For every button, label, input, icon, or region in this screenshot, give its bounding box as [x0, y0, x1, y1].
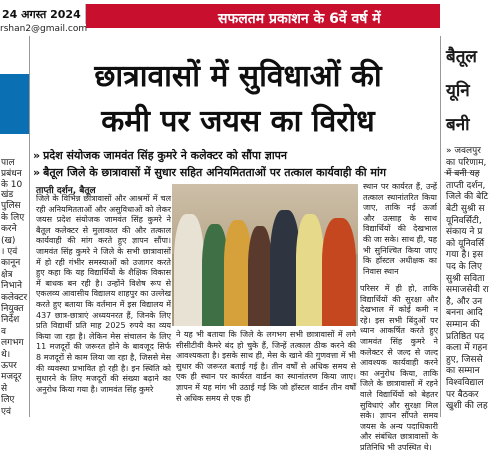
right-column-text-line: सम्मान की: [446, 320, 480, 330]
left-column-blue-panel: [0, 74, 29, 134]
right-column-text-line: ताप्ती दर्शन,: [446, 180, 486, 191]
dateline: ताप्ती दर्शन, बैतूल: [36, 186, 96, 196]
left-column-text-line: निर्देश: [1, 315, 20, 326]
left-column-text-line: खंड: [1, 190, 14, 200]
right-column-text-line: कला में गहन: [446, 343, 488, 354]
subhead-1: [33, 148, 287, 163]
person-figure: [296, 214, 324, 326]
right-column-text-line: पर बैठकर: [446, 389, 479, 400]
right-column-text-line: सुश्री सविता: [446, 273, 485, 284]
left-column-text-line: व: [1, 326, 7, 337]
person-figure: [174, 214, 204, 326]
left-column-text-line: पुलिस: [1, 201, 21, 212]
masthead-date-box: [0, 4, 86, 24]
left-column-text-line: के 10: [1, 179, 23, 190]
subhead-2: [33, 165, 386, 180]
masthead-banner-text: सफलतम प्रकाशन के 6वें वर्ष में: [218, 11, 381, 27]
right-column-text-line: हुए, जिससे: [446, 354, 483, 365]
left-column-text-line: से: [1, 383, 8, 394]
left-column-text-line: करने: [1, 224, 17, 235]
right-column-text-line: संकाय ने प्र: [446, 227, 483, 238]
right-column-text-line: है, और उन: [446, 296, 483, 307]
article-column-1: जिले के विभिन्न छात्रावासों और आश्रमों में चल रही अनियमितताओं और असुविधाओं को लेकर जयस प्रदेश संयोजक जामवंत सिंह कुमरे ने बैतूल कलेक्टर से मुलाकात की और तत्काल कार्यवाही की मांग करते हुए ज्ञापन सौंपा। जामवंत सिंह कुमरे ने जिले के सभी छात्रावासों में हो रही गंभीर समस्याओं को उजागर करते हुए कहा कि यह विद्यार्थियों के शैक्षिक विकास में बाधक बन रही है। उन्होंने विशेष रूप से एकलव्य आवासीय विद्यालय शाहपुर का उल्लेख करते हुए बताया कि वर्तमान में इस विद्यालय में 437 छात्र-छात्राएं अध्ययनरत हैं, जिनके लिए प्रति विद्यार्थी प्रति माह 2025 रुपये का व्यय किया जा रहा है। लेकिन मेस संचालन के लिए 11 मजदूरों की जरूरत होने के बावजूद सिर्फ 8 मजदूरों से काम लिया जा रहा है, जिससे मेस की व्यवस्था प्रभावित हो रही है। इन स्थिति को सुधारने के लिए मजदूरों की संख्या बढ़ाने का अनुरोध किया गया है। जामवंत सिंह कुमरे: [36, 194, 171, 394]
right-column-text-line: गया है। इस: [446, 250, 484, 261]
right-column-headline-line: बनी: [446, 115, 470, 135]
headline-line-2: कमी पर जयस का विरोध: [101, 104, 375, 139]
left-column-text-line: । एवं: [1, 247, 18, 257]
article-column-3: स्थान पर कार्यरत हैं, उन्हें तत्काल स्थानांतरित किया जाए, ताकि नई ऊर्जा और उत्साह के साथ विद्यार्थियों की देखभाल की जा सके। साथ ही, यह भी सुनिश्चित किया जाए कि हॉस्टल अधीक्षक का निवास स्थान: [363, 182, 437, 276]
left-column-text-line: कलेक्टर: [1, 292, 28, 303]
right-column-text-line: का सम्मान: [446, 366, 480, 377]
right-column-text-line: » जवलपुर: [446, 146, 481, 156]
masthead-date: 24 अगस्त 2024: [2, 8, 81, 21]
left-column-text-line: नियुक्त: [1, 304, 24, 314]
left-column-text-line: पाल: [1, 158, 15, 168]
left-column-text-line: (ख): [1, 235, 16, 246]
right-column-text-line: में बनी यह: [446, 169, 480, 180]
person-figure: [322, 218, 356, 326]
left-column-text-line: लगभग: [1, 338, 24, 349]
masthead: [0, 0, 479, 36]
left-column-text-line: मजदूर: [1, 372, 22, 383]
article-column-2: ने यह भी बताया कि जिले के लगभग सभी छात्रावासों में लगे सीसीटीवी कैमरे बंद हो चुके हैं, जिन्हें तत्काल ठीक करने की आवश्यकता है। इसके साथ ही, मेस के खाने की गुणवत्ता में भी सुधार की जरूरत बताई गई है। तीन वर्षों से अधिक समय से एक ही स्थान पर कार्यरत वार्डन का स्थानांतरण किया जाए। ज्ञापन में यह मांग भी उठाई गई कि जो हॉस्टल वार्डन तीन वर्षों से अधिक समय से एक ही: [176, 330, 356, 403]
article-column-4: परिसर में ही हो, ताकि विद्यार्थियों की सुरक्षा और देखभाल में कोई कमी न रहे। इस सभी बिंदुओं पर ध्यान आकर्षित करते हुए जामवंत सिंह कुमरे ने कलेक्टर से जल्द से जल्द आवश्यक कार्यवाही करने का अनुरोध किया, ताकि जिले के छात्रावासों में रहने वाले विद्यार्थियों को बेहतर सुविधाएं और सुरक्षा मिल सके। ज्ञापन सौंपते समय जयस के अन्य पदाधिकारी और संबंधित छात्रावासों के प्रतिनिधि भी उपस्थित थे।: [360, 284, 438, 452]
left-column-text-line: के लिए: [1, 212, 25, 223]
person-figure: [248, 226, 272, 326]
right-column-headline-line: यूनि: [446, 81, 470, 101]
right-column-text-line: समाजसेवी रा: [446, 285, 489, 296]
subhead-2-text: बैतूल जिले के छात्रावासों में सुधार सहित अनियमितताओं पर तत्काल कार्यवाही की मांग: [43, 166, 387, 179]
left-column-fragment: [0, 36, 30, 417]
right-column-text-line: बेटी सुश्री स: [446, 204, 485, 214]
left-column-text-line: निभाने: [1, 281, 22, 292]
right-column-text-line: पद के लिए: [446, 262, 482, 272]
right-column-text-line: को यूनिवर्सि: [446, 238, 485, 249]
right-column-text-line: का परिणाम,: [446, 157, 487, 168]
left-column-text-line: थे।: [1, 349, 11, 360]
right-column-text-line: प्रतिष्ठित पद: [446, 331, 485, 342]
right-column-text-line: बनना आदि: [446, 308, 483, 319]
subhead-1-text: प्रदेश संयोजक जामवंत सिंह कुमरे ने कलेक्टर को सौंपा ज्ञापन: [43, 149, 288, 162]
left-column-text-line: लिए: [1, 395, 15, 406]
masthead-email: rshan2@gmail.com: [0, 24, 88, 34]
left-column-text-line: कानून: [1, 258, 21, 269]
masthead-banner: [86, 4, 440, 28]
right-column-text-line: यूनिवर्सिटी,: [446, 215, 482, 226]
left-column-text-line: ऊपर: [1, 361, 17, 371]
left-column-text-line: प्रबंधन: [1, 168, 22, 179]
headline-line-1: छात्रावासों में सुविधाओं की: [94, 59, 382, 94]
chevron-right-icon: »: [33, 149, 41, 162]
right-column-fragment: [440, 36, 489, 417]
left-column-text-line: एवं: [1, 406, 11, 417]
chevron-right-icon: »: [33, 166, 41, 179]
right-column-text-line: जिले की बेटि: [446, 192, 489, 203]
right-column-headline-line: बैतूल: [446, 47, 477, 67]
left-column-text-line: क्षेत्र: [1, 269, 13, 280]
right-column-text-line: खुशी की लह: [446, 401, 488, 412]
right-column-text-line: विश्वविद्याल: [446, 378, 484, 388]
news-photo: [172, 184, 358, 326]
